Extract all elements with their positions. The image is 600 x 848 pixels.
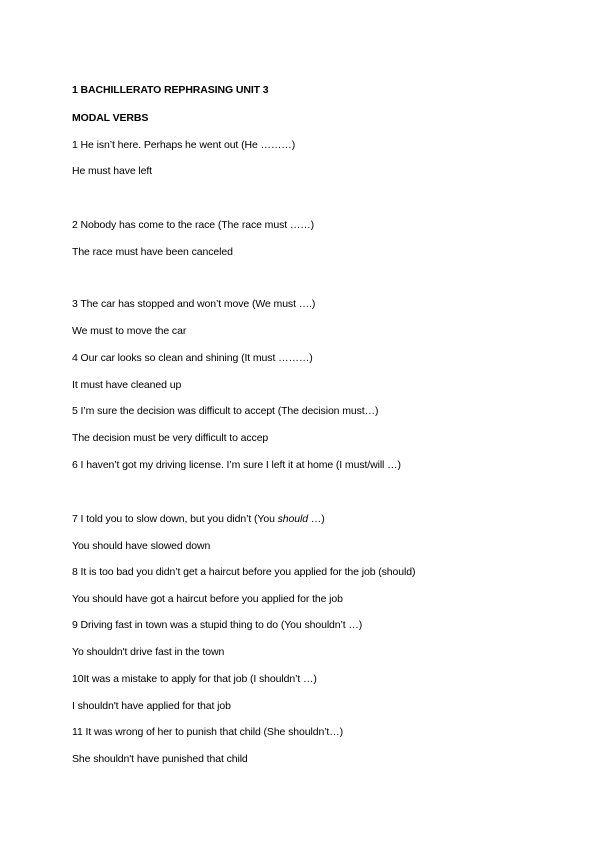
- answer-5: The decision must be very difficult to accep: [72, 432, 269, 444]
- answer-1: He must have left: [72, 165, 153, 177]
- answer-8: You should have got a haircut before you applied for the job: [72, 593, 343, 605]
- question-4: 4 Our car looks so clean and shining (It must ………): [72, 352, 313, 364]
- answer-4: It must have cleaned up: [72, 379, 182, 391]
- answer-9: Yo shouldn't drive fast in the town: [72, 646, 225, 658]
- answer-3: We must to move the car: [72, 325, 187, 337]
- answer-10: I shouldn't have applied for that job: [72, 700, 231, 712]
- question-7-start: 7 I told you to slow down, but you didn’t (You: [72, 513, 278, 525]
- answer-7: You should have slowed down: [72, 540, 211, 552]
- question-1: 1 He isn’t here. Perhaps he went out (He ………): [72, 139, 296, 151]
- question-7-end: …): [307, 513, 325, 525]
- question-7: [72, 513, 325, 526]
- question-5: 5 I’m sure the decision was difficult to accept (The decision must…): [72, 405, 379, 417]
- question-6: 6 I haven’t got my driving license. I’m sure I left it at home (I must/will …): [72, 459, 401, 471]
- answer-11: She shouldn't have punished that child: [72, 753, 248, 765]
- section-heading: MODAL VERBS: [72, 112, 149, 124]
- question-9: 9 Driving fast in town was a stupid thing to do (You shouldn’t …): [72, 619, 363, 631]
- answer-2: The race must have been canceled: [72, 246, 233, 258]
- question-3: 3 The car has stopped and won’t move (We must ….): [72, 298, 316, 310]
- document-title: 1 BACHILLERATO REPHRASING UNIT 3: [72, 84, 269, 96]
- question-10: 10It was a mistake to apply for that job (I shouldn’t …): [72, 673, 317, 685]
- question-2: 2 Nobody has come to the race (The race must ……): [72, 219, 315, 231]
- question-7-emphasis: should: [277, 513, 308, 525]
- question-8: 8 It is too bad you didn’t get a haircut before you applied for the job (should): [72, 566, 416, 578]
- question-11: 11 It was wrong of her to punish that child (She shouldn’t…): [72, 726, 344, 738]
